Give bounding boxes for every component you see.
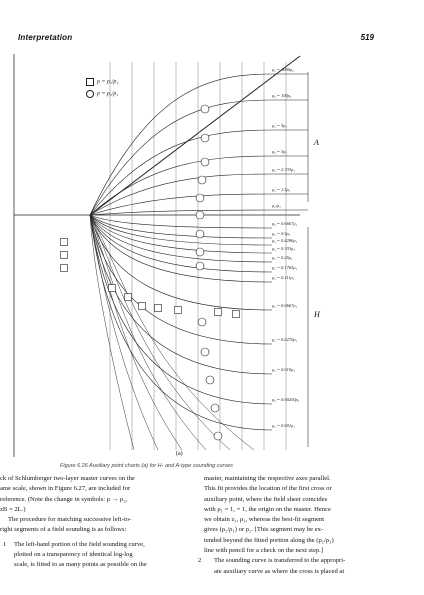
running-head: Interpretation (18, 33, 73, 42)
top-curve (90, 100, 272, 215)
text-line: auxiliary point, where the field sheet coincides (204, 495, 328, 503)
square-marker-icon (109, 285, 116, 292)
square-marker-icon (61, 265, 68, 272)
curve-label: ρ₂ = 0.25ρ₁ (272, 255, 293, 260)
descending-curve (90, 215, 254, 450)
legend-label: ρ = ρ₂/ρ₁ (97, 91, 119, 97)
square-marker-icon (233, 311, 240, 318)
figure-sublabel: (a) (176, 451, 183, 457)
text-line: zB = 2L.) (0, 505, 26, 513)
curve-label: ρ₂ = 0.5ρ₁ (272, 231, 291, 236)
circle-marker-icon (196, 194, 204, 202)
text-line: The procedure for matching successive left-to- (8, 516, 132, 524)
legend-label: ρ = ρ₁/ρ₂ (97, 79, 119, 85)
text-line: ate auxiliary curve as where the cross is placed at (214, 567, 345, 575)
page-number: 519 (360, 33, 374, 42)
square-marker-icon (215, 309, 222, 316)
list-item-number: 2 (198, 557, 202, 565)
square-marker-icon (86, 78, 94, 86)
square-marker-icon (155, 305, 162, 312)
page-header (0, 33, 424, 47)
auxiliary-point-chart (0, 52, 424, 460)
text-line: The left-hand portion of the field sounding curve, (14, 540, 145, 548)
circle-marker-icon (86, 90, 94, 98)
text-line: with ρ₁ = 1, = 1, the origin on the master. Hence (204, 505, 331, 513)
curve-label: ρ₂ = 2.333ρ₁ (272, 167, 295, 172)
chart-legend (86, 76, 119, 100)
square-marker-icon (175, 307, 182, 314)
bottom-curve (90, 215, 272, 245)
axis-letter-h: H (314, 310, 320, 319)
left-column (0, 474, 190, 571)
curve-label: ρ₂ = 0.010ρ₁ (272, 367, 295, 372)
axis-letter-a: A (314, 138, 319, 147)
circle-marker-icon (206, 376, 214, 384)
list-item-number: 1 (3, 540, 7, 548)
text-line: we obtain z₁, ρ₁, whereas the best-fit segment (204, 516, 325, 524)
circle-marker-icon (201, 134, 209, 142)
text-line: This fit provides the location of the first cross or (204, 485, 332, 493)
circle-marker-icon (196, 262, 204, 270)
square-marker-icon (139, 303, 146, 310)
list-item-1 (0, 540, 190, 571)
descending-curve (90, 215, 182, 450)
circle-marker-icon (201, 158, 209, 166)
curve-label: ρ₂ = 0.4286ρ₁ (272, 238, 298, 243)
curve-label: ρ₂ = 0.333ρ₁ (272, 246, 295, 251)
text-line: scale, is fitted to as many points as possible on the (14, 561, 147, 569)
curve-label: ρ₂ = 3ρ₁ (272, 149, 287, 154)
bottom-curve (90, 215, 272, 228)
circle-marker-icon (201, 105, 209, 113)
bottom-curve (90, 215, 272, 253)
square-marker-icon (61, 252, 68, 259)
circle-marker-icon (198, 318, 206, 326)
curve-label: ρ₂/ρ₁ (272, 203, 281, 208)
chart-graphic (0, 52, 424, 460)
curve-label: ρ₂ = 1.5ρ₁ (272, 187, 291, 192)
text-line: tended beyond the fitted portion along the (ρ₂/ρ₁) (204, 536, 334, 544)
curve-label: ρ₂ = 0.111ρ₁ (272, 275, 295, 280)
curve-label: ρ₂ = 1000ρ₁ (272, 67, 294, 72)
text-line: The sounding curve is transferred to the appropri- (214, 557, 346, 565)
square-marker-icon (125, 294, 132, 301)
circle-marker-icon (196, 248, 204, 256)
circle-marker-icon (198, 176, 206, 184)
curve-label: ρ₂ = 0.0270ρ₁ (272, 337, 298, 342)
text-line: ck of Schlumberger two-layer master curves on the (0, 475, 135, 482)
figure-caption: Figure 6.26 Auxiliary point charts (a) for H- and A-type sounding curves (60, 463, 233, 469)
legend-row-square (86, 76, 119, 88)
circle-marker-icon (196, 230, 204, 238)
top-curve (90, 130, 272, 215)
circle-marker-icon (196, 211, 204, 219)
top-curve (90, 194, 272, 215)
list-item-2 (198, 556, 394, 577)
text-line: plotted on a transparency of identical log-log (14, 551, 133, 559)
curve-label: ρ₂ = 0.6667ρ₁ (272, 221, 298, 226)
curve-label: ρ₂ = 100ρ₁ (272, 93, 292, 98)
text-line: reference. (Note the change in symbols: ρ → ρ₂, (0, 495, 128, 503)
curve-label: ρ₂ = 5ρ₁ (272, 123, 287, 128)
circle-marker-icon (211, 404, 219, 412)
text-line: right segments of a field sounding is as follows: (0, 526, 127, 534)
square-marker-icon (61, 239, 68, 246)
text-line: gives (ρ₂/ρ₁) or ρ₂. [This segment may be ex- (204, 526, 324, 534)
bottom-curve (90, 215, 272, 430)
circle-marker-icon (214, 432, 222, 440)
legend-row-circle (86, 88, 119, 100)
text-line: master, maintaining the respective axes parallel. (204, 475, 331, 482)
circle-marker-icon (201, 348, 209, 356)
right-column (198, 474, 394, 577)
curve-label: ρ₂ = 0.00200ρ₁ (272, 397, 300, 402)
top-curve (90, 210, 272, 215)
text-line: line with pencil for a check on the next step.] (204, 547, 324, 555)
bottom-curve (90, 215, 272, 262)
body-text (0, 474, 424, 589)
text-line: ame scale, shown in Figure 6.27, are included for (0, 485, 131, 493)
curve-label: ρ₂ = 0.0667ρ₁ (272, 303, 298, 308)
curve-label: ρ₂ = 0.001ρ₁ (272, 423, 295, 428)
curve-label: ρ₂ = 0.1765ρ₁ (272, 265, 298, 270)
